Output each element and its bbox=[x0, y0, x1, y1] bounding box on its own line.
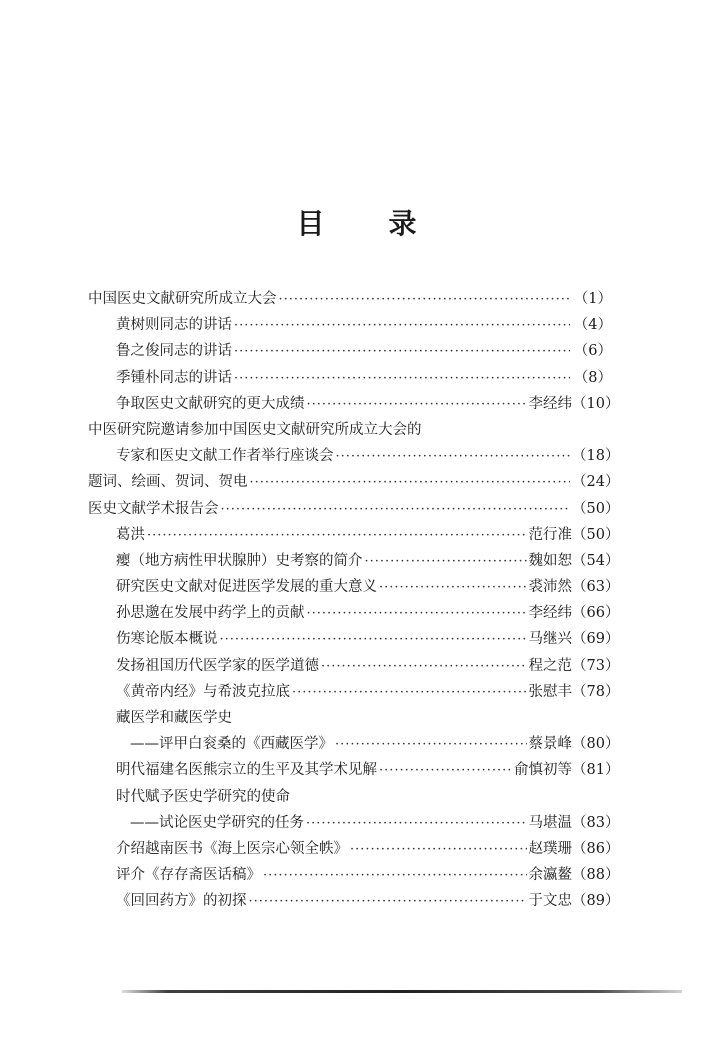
toc-entry-title: 医史文献学术报告会 bbox=[88, 500, 219, 517]
toc-entry-page-number: （89） bbox=[572, 893, 620, 910]
toc-entry-page-number: （54） bbox=[572, 552, 620, 569]
toc-entry[interactable] bbox=[88, 548, 620, 574]
toc-entry-page-number: （73） bbox=[572, 657, 620, 674]
toc-entry[interactable] bbox=[88, 469, 620, 495]
toc-leader-dots bbox=[147, 523, 527, 549]
toc-leader-dots bbox=[379, 758, 512, 784]
toc-entry-title: 季锺朴同志的讲话 bbox=[116, 369, 232, 386]
toc-entry-title: 《回回药方》的初探 bbox=[116, 893, 247, 910]
toc-entry-author: 赵璞珊 bbox=[528, 840, 572, 857]
toc-entry[interactable] bbox=[88, 338, 612, 364]
toc-entry-page-number: （81） bbox=[572, 762, 620, 779]
toc-entry-author: 蔡景峰 bbox=[528, 736, 572, 753]
toc-entry-title: 中医研究院邀请参加中国医史文献研究所成立大会的 bbox=[88, 421, 422, 438]
toc-entry-title: 藏医学和藏医学史 bbox=[116, 710, 232, 726]
toc-list bbox=[88, 286, 620, 915]
toc-entry[interactable] bbox=[88, 365, 612, 391]
toc-entry-author: 余瀛鳌 bbox=[528, 867, 572, 884]
toc-leader-dots bbox=[234, 339, 570, 365]
toc-leader-dots bbox=[234, 366, 570, 392]
toc-entry-author: 于文忠 bbox=[528, 893, 572, 910]
toc-entry-author: 李经纬 bbox=[528, 605, 572, 622]
toc-entry[interactable] bbox=[88, 731, 620, 757]
title-char-2: 录 bbox=[388, 207, 417, 240]
toc-entry[interactable] bbox=[88, 574, 620, 600]
toc-entry-author: 张慰丰 bbox=[528, 683, 572, 700]
toc-entry-page-number: （6） bbox=[573, 343, 612, 360]
toc-entry-author: 马堪温 bbox=[528, 814, 572, 831]
toc-entry[interactable] bbox=[88, 496, 620, 522]
toc-entry[interactable] bbox=[88, 836, 620, 862]
toc-entry-title: 葛洪 bbox=[116, 526, 145, 543]
toc-leader-dots bbox=[307, 601, 527, 627]
page-title bbox=[0, 202, 713, 242]
toc-leader-dots bbox=[221, 497, 571, 523]
toc-entry-page-number: （78） bbox=[572, 683, 620, 700]
toc-leader-dots bbox=[263, 863, 527, 889]
toc-entry[interactable] bbox=[88, 626, 620, 652]
toc-entry-title: 孙思邈在发展中药学上的贡献 bbox=[116, 605, 305, 622]
toc-entry-page-number: （24） bbox=[572, 474, 620, 491]
toc-entry-author: 李经纬 bbox=[528, 395, 572, 412]
toc-entry[interactable] bbox=[88, 417, 612, 443]
toc-entry-page-number: （63） bbox=[572, 579, 620, 596]
toc-entry-page-number: （80） bbox=[572, 736, 620, 753]
toc-leader-dots bbox=[321, 654, 527, 680]
toc-entry-title: 瘿（地方病性甲状腺肿）史考察的简介 bbox=[116, 552, 363, 569]
toc-leader-dots bbox=[306, 811, 527, 837]
toc-entry[interactable] bbox=[88, 705, 612, 731]
toc-entry[interactable] bbox=[88, 757, 620, 783]
toc-entry[interactable] bbox=[88, 679, 620, 705]
toc-leader-dots bbox=[335, 732, 527, 758]
toc-entry-title: 时代赋予医史学研究的使命 bbox=[116, 788, 290, 805]
toc-entry-title: ——试论医史学研究的任务 bbox=[130, 814, 304, 831]
toc-entry[interactable] bbox=[88, 810, 620, 836]
title-char-1: 目 bbox=[296, 207, 325, 240]
toc-leader-dots bbox=[279, 287, 571, 313]
toc-entry-title: 评介《存存斋医话稿》 bbox=[116, 867, 261, 884]
toc-entry[interactable] bbox=[88, 391, 620, 417]
toc-leader-dots bbox=[292, 680, 527, 706]
toc-entry-title: ——评甲白衮桑的《西藏医学》 bbox=[130, 736, 333, 753]
toc-entry[interactable] bbox=[88, 862, 620, 888]
toc-leader-dots bbox=[249, 889, 527, 915]
toc-entry-author: 马继兴 bbox=[528, 631, 572, 648]
toc-entry-page-number: （18） bbox=[572, 448, 620, 465]
toc-entry[interactable] bbox=[88, 600, 620, 626]
toc-entry-page-number: （83） bbox=[572, 814, 620, 831]
toc-entry-title: 介绍越南医书《海上医宗心领全帙》 bbox=[116, 840, 348, 857]
toc-leader-dots bbox=[350, 837, 527, 863]
toc-entry[interactable] bbox=[88, 888, 620, 914]
toc-entry-title: 鲁之俊同志的讲话 bbox=[116, 343, 232, 360]
toc-entry-title: 黄树则同志的讲话 bbox=[116, 317, 232, 334]
toc-entry-title: 专家和医史文献工作者举行座谈会 bbox=[116, 448, 334, 465]
toc-entry-title: 《黄帝内经》与希波克拉底 bbox=[116, 683, 290, 700]
bottom-divider bbox=[122, 990, 682, 993]
toc-entry-page-number: （88） bbox=[572, 867, 620, 884]
toc-entry-title: 明代福建名医熊宗立的生平及其学术见解 bbox=[116, 762, 377, 779]
toc-entry-page-number: （50） bbox=[572, 500, 620, 517]
toc-leader-dots bbox=[220, 627, 527, 653]
toc-entry-page-number: （66） bbox=[572, 605, 620, 622]
toc-entry[interactable] bbox=[88, 312, 612, 338]
toc-entry-title: 研究医史文献对促进医学发展的重大意义 bbox=[116, 579, 377, 596]
toc-leader-dots bbox=[379, 575, 527, 601]
toc-leader-dots bbox=[336, 444, 571, 470]
toc-entry-author: 程之范 bbox=[528, 657, 572, 674]
toc-entry-author: 俞慎初等 bbox=[514, 762, 572, 779]
toc-entry-author: 裘沛然 bbox=[528, 579, 572, 596]
toc-entry-page-number: （50） bbox=[572, 526, 620, 543]
toc-entry-page-number: （10） bbox=[572, 395, 620, 412]
toc-leader-dots bbox=[365, 549, 527, 575]
toc-entry-page-number: （1） bbox=[573, 291, 612, 307]
toc-leader-dots bbox=[250, 470, 571, 496]
toc-entry-title: 中国医史文献研究所成立大会 bbox=[88, 291, 277, 307]
toc-entry[interactable] bbox=[88, 522, 620, 548]
toc-entry-title: 争取医史文献研究的更大成绩 bbox=[116, 395, 305, 412]
toc-leader-dots bbox=[307, 392, 527, 418]
toc-entry[interactable] bbox=[88, 286, 612, 312]
toc-leader-dots bbox=[234, 313, 570, 339]
toc-entry-page-number: （86） bbox=[572, 840, 620, 857]
toc-entry[interactable] bbox=[88, 443, 620, 469]
toc-entry-title: 题词、绘画、贺词、贺电 bbox=[88, 474, 248, 491]
toc-entry-author: 魏如恕 bbox=[528, 552, 572, 569]
toc-entry-page-number: （4） bbox=[573, 317, 612, 334]
toc-entry-author: 范行准 bbox=[528, 526, 572, 543]
toc-entry-page-number: （8） bbox=[573, 369, 612, 386]
toc-entry-title: 发扬祖国历代医学家的医学道德 bbox=[116, 657, 319, 674]
toc-entry[interactable] bbox=[88, 653, 620, 679]
toc-entry-title: 伤寒论版本概说 bbox=[116, 631, 218, 648]
toc-entry[interactable] bbox=[88, 784, 612, 810]
toc-entry-page-number: （69） bbox=[572, 631, 620, 648]
